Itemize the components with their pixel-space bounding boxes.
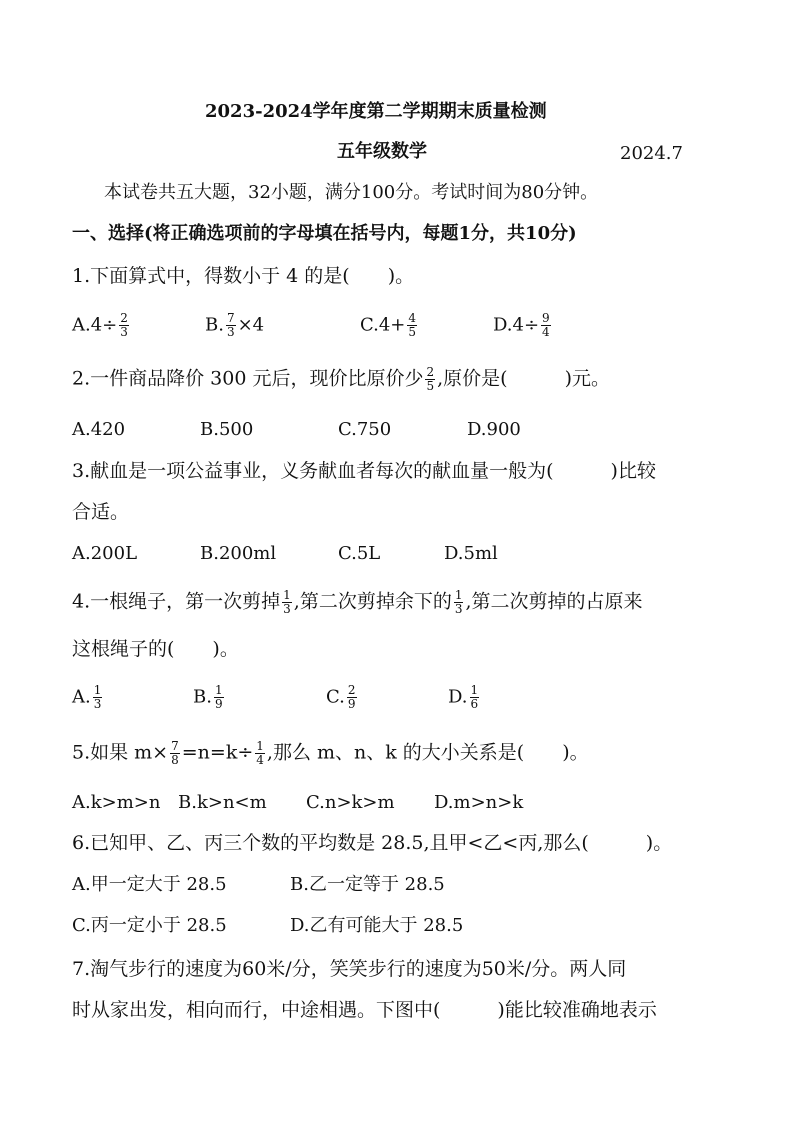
- question-1-stem: 1.下面算式中，得数小于 4 的是( )。: [72, 265, 415, 287]
- question-1-option-d: D.4÷ $\frac{9}{4}$: [493, 311, 550, 339]
- question-6-option-c: C.丙一定小于 28.5: [72, 915, 227, 936]
- question-3-option-a: A.200L: [72, 543, 138, 564]
- exam-date: 2024.7: [620, 143, 683, 164]
- fraction: $\frac{1}{6}$: [470, 683, 479, 711]
- question-2-stem: 2.一件商品降价 300 元后，现价比原价少 $\frac{2}{5}$ ,原价是( )元。: [72, 365, 610, 393]
- question-6-stem: 6.已知甲、乙、丙三个数的平均数是 28.5,且甲<乙<丙,那么( )。: [72, 832, 673, 854]
- fraction: $\frac{2}{9}$: [347, 683, 356, 711]
- exam-instructions: 本试卷共五大题，32小题，满分100分。考试时间为80分钟。: [104, 182, 599, 203]
- fraction: $\frac{1}{3}$: [93, 683, 102, 711]
- question-5-option-d: D.m>n>k: [434, 792, 524, 813]
- question-5-option-b: B.k>n<m: [178, 792, 267, 813]
- question-7-stem-line-2: 时从家出发，相向而行，中途相遇。下图中( )能比较准确地表示: [72, 999, 657, 1021]
- fraction: $\frac{7}{3}$: [226, 311, 235, 339]
- question-3-stem-line-1: 3.献血是一项公益事业，义务献血者每次的献血量一般为( )比较: [72, 460, 656, 482]
- question-4-option-d: D. $\frac{1}{6}$: [448, 683, 479, 711]
- question-5-option-a: A.k>m>n: [72, 792, 161, 813]
- question-6-option-a: A.甲一定大于 28.5: [72, 874, 227, 895]
- question-6-option-b: B.乙一定等于 28.5: [290, 874, 445, 895]
- question-4-stem-line-1: 4.一根绳子，第一次剪掉 $\frac{1}{3}$ ,第二次剪掉余下的 $\frac{1}{3}$ ,第二次剪掉的占原来: [72, 588, 643, 616]
- question-3-option-c: C.5L: [338, 543, 381, 564]
- question-1-option-c: C.4+ $\frac{4}{5}$: [360, 311, 417, 339]
- question-3-option-b: B.200ml: [200, 543, 277, 564]
- section-heading: 一、选择(将正确选项前的字母填在括号内，每题1分，共10分): [72, 223, 577, 244]
- question-4-option-b: B. $\frac{1}{9}$: [193, 683, 223, 711]
- fraction: $\frac{1}{3}$: [454, 588, 463, 616]
- question-3-option-d: D.5ml: [444, 543, 498, 564]
- exam-subtitle: 五年级数学: [337, 141, 427, 162]
- fraction: $\frac{7}{8}$: [171, 739, 179, 767]
- question-5-stem: 5.如果 m× $\frac{7}{8}$ =n=k÷ $\frac{1}{4}$ ,那么 m、n、k 的大小关系是( )。: [72, 739, 589, 767]
- question-4-option-c: C. $\frac{2}{9}$: [326, 683, 356, 711]
- question-4-stem-line-2: 这根绳子的( )。: [72, 638, 239, 660]
- fraction: $\frac{4}{5}$: [408, 311, 417, 339]
- question-2-option-a: A.420: [72, 419, 126, 440]
- exam-title: 2023-2024学年度第二学期期末质量检测: [205, 101, 547, 122]
- question-3-stem-line-2: 合适。: [72, 501, 130, 523]
- question-1-option-b: B. $\frac{7}{3}$ ×4: [205, 311, 265, 339]
- question-2-option-d: D.900: [467, 419, 521, 440]
- fraction: $\frac{2}{5}$: [426, 365, 435, 393]
- fraction: $\frac{1}{3}$: [283, 588, 291, 616]
- question-1-option-a: A.4÷ $\frac{2}{3}$: [72, 311, 128, 339]
- question-4-option-a: A. $\frac{1}{3}$: [72, 683, 102, 711]
- question-2-option-b: B.500: [200, 419, 254, 440]
- question-5-option-c: C.n>k>m: [306, 792, 395, 813]
- fraction: $\frac{1}{9}$: [214, 683, 223, 711]
- question-7-stem-line-1: 7.淘气步行的速度为60米/分，笑笑步行的速度为50米/分。两人同: [72, 958, 627, 980]
- question-2-option-c: C.750: [338, 419, 392, 440]
- question-6-option-d: D.乙有可能大于 28.5: [290, 915, 464, 936]
- fraction: $\frac{2}{3}$: [120, 311, 128, 339]
- fraction: $\frac{9}{4}$: [542, 311, 550, 339]
- fraction: $\frac{1}{4}$: [256, 739, 264, 767]
